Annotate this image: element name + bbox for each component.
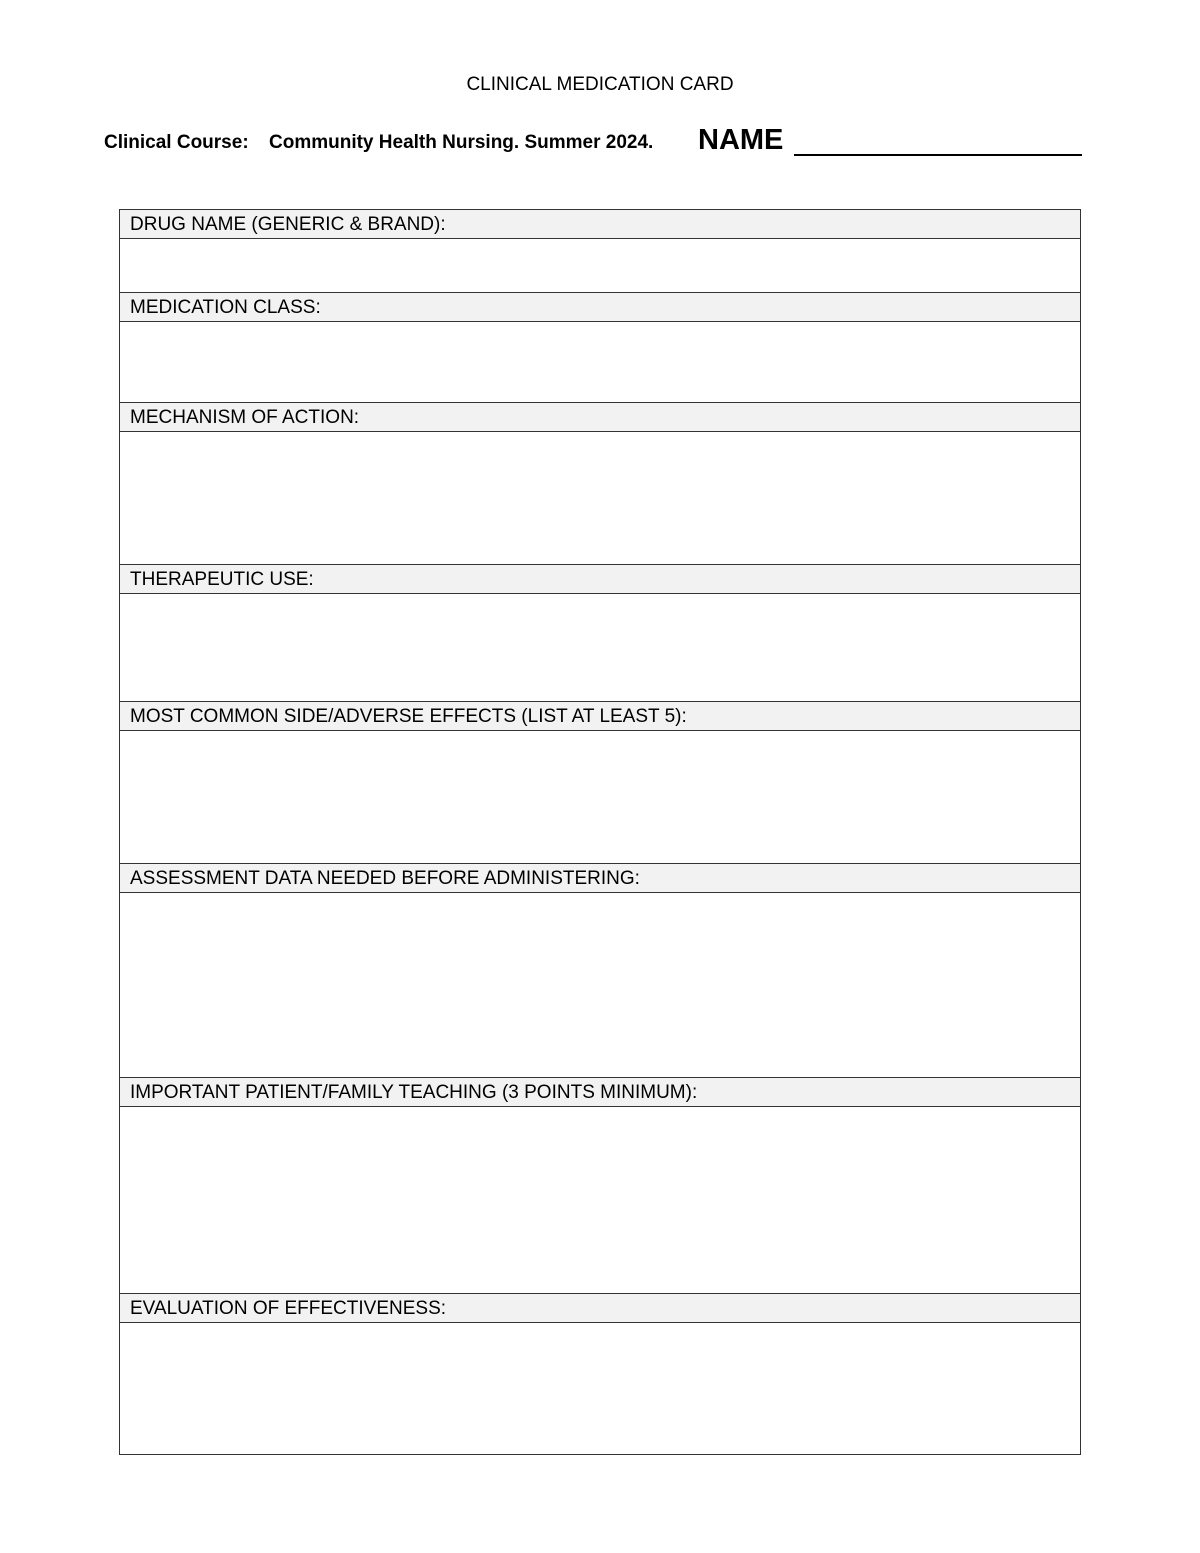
section-evaluation — [120, 1294, 1080, 1454]
course-value: Community Health Nursing. Summer 2024. — [269, 132, 654, 153]
name-blank-line[interactable] — [794, 154, 1082, 156]
medication-card-table — [119, 209, 1081, 1455]
section-header: MEDICATION CLASS: — [120, 293, 1080, 322]
section-header: EVALUATION OF EFFECTIVENESS: — [120, 1294, 1080, 1323]
section-header: MOST COMMON SIDE/ADVERSE EFFECTS (LIST AT LEAST 5): — [120, 702, 1080, 731]
section-header: IMPORTANT PATIENT/FAMILY TEACHING (3 POINTS MINIMUM): — [120, 1078, 1080, 1107]
section-body-medication-class[interactable] — [120, 322, 1080, 403]
section-medication-class — [120, 293, 1080, 403]
section-header: MECHANISM OF ACTION: — [120, 403, 1080, 432]
name-label: NAME — [698, 124, 784, 156]
section-header: ASSESSMENT DATA NEEDED BEFORE ADMINISTERING: — [120, 864, 1080, 893]
section-body-side-effects[interactable] — [120, 731, 1080, 864]
course-line — [104, 124, 1094, 164]
page-title: CLINICAL MEDICATION CARD — [466, 74, 734, 95]
section-mechanism-of-action — [120, 403, 1080, 565]
section-body-drug-name[interactable] — [120, 239, 1080, 293]
section-patient-teaching — [120, 1078, 1080, 1294]
section-therapeutic-use — [120, 565, 1080, 702]
section-body-evaluation[interactable] — [120, 1323, 1080, 1454]
section-drug-name — [120, 210, 1080, 293]
section-side-effects — [120, 702, 1080, 864]
course-label: Clinical Course: — [104, 132, 249, 153]
section-body-assessment-data[interactable] — [120, 893, 1080, 1078]
section-body-patient-teaching[interactable] — [120, 1107, 1080, 1294]
section-header: DRUG NAME (GENERIC & BRAND): — [120, 210, 1080, 239]
section-header: THERAPEUTIC USE: — [120, 565, 1080, 594]
section-body-mechanism-of-action[interactable] — [120, 432, 1080, 565]
section-assessment-data — [120, 864, 1080, 1078]
section-body-therapeutic-use[interactable] — [120, 594, 1080, 702]
